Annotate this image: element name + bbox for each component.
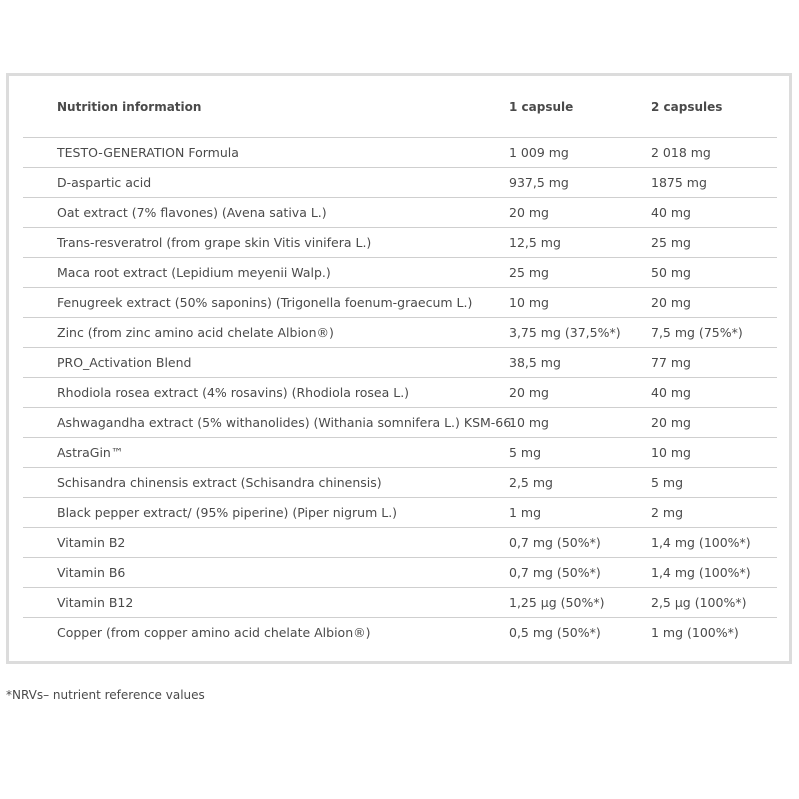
two-capsules-cell: 2,5 µg (100%*) (651, 595, 747, 610)
one-capsule-cell: 0,5 mg (50%*) (509, 625, 601, 640)
one-capsule-cell: 937,5 mg (509, 175, 569, 190)
two-capsules-cell: 25 mg (651, 235, 691, 250)
two-capsules-cell: 50 mg (651, 265, 691, 280)
table-row (23, 198, 777, 228)
table-row (23, 528, 777, 558)
table-row (23, 318, 777, 348)
two-capsules-cell: 77 mg (651, 355, 691, 370)
nutrition-table (6, 73, 792, 664)
ingredient-cell: AstraGin™ (57, 445, 124, 460)
header-1-capsule: 1 capsule (509, 100, 574, 114)
ingredient-cell: Fenugreek extract (50% saponins) (Trigonella foenum-graecum L.) (57, 295, 473, 310)
one-capsule-cell: 20 mg (509, 385, 549, 400)
table-row (23, 438, 777, 468)
one-capsule-cell: 0,7 mg (50%*) (509, 565, 601, 580)
two-capsules-cell: 2 mg (651, 505, 684, 520)
ingredient-cell: Copper (from copper amino acid chelate Albion®) (57, 625, 371, 640)
header-2-capsules: 2 capsules (651, 100, 723, 114)
one-capsule-cell: 10 mg (509, 295, 549, 310)
one-capsule-cell: 1,25 µg (50%*) (509, 595, 605, 610)
table-row (23, 468, 777, 498)
one-capsule-cell: 1 mg (509, 505, 542, 520)
ingredient-cell: PRO_Activation Blend (57, 355, 192, 370)
two-capsules-cell: 10 mg (651, 445, 691, 460)
one-capsule-cell: 10 mg (509, 415, 549, 430)
one-capsule-cell: 1 009 mg (509, 145, 569, 160)
two-capsules-cell: 1 mg (100%*) (651, 625, 739, 640)
ingredient-cell: Black pepper extract/ (95% piperine) (Piper nigrum L.) (57, 505, 398, 520)
one-capsule-cell: 12,5 mg (509, 235, 561, 250)
ingredient-cell: Maca root extract (Lepidium meyenii Walp.) (57, 265, 331, 280)
one-capsule-cell: 25 mg (509, 265, 549, 280)
two-capsules-cell: 1875 mg (651, 175, 707, 190)
ingredient-cell: D-aspartic acid (57, 175, 152, 190)
ingredient-cell: Oat extract (7% flavones) (Avena sativa L.) (57, 205, 327, 220)
ingredient-cell: Vitamin B2 (57, 535, 126, 550)
one-capsule-cell: 3,75 mg (37,5%*) (509, 325, 621, 340)
two-capsules-cell: 20 mg (651, 295, 691, 310)
table-row (23, 408, 777, 438)
two-capsules-cell: 40 mg (651, 385, 691, 400)
ingredient-cell: Ashwagandha extract (5% withanolides) (Withania somnifera L.) KSM-66 (57, 415, 512, 430)
table-row (23, 168, 777, 198)
table-row (23, 228, 777, 258)
two-capsules-cell: 20 mg (651, 415, 691, 430)
ingredient-cell: Vitamin B12 (57, 595, 134, 610)
two-capsules-cell: 5 mg (651, 475, 684, 490)
table-row (23, 288, 777, 318)
two-capsules-cell: 7,5 mg (75%*) (651, 325, 743, 340)
table-row (23, 618, 777, 647)
one-capsule-cell: 20 mg (509, 205, 549, 220)
one-capsule-cell: 0,7 mg (50%*) (509, 535, 601, 550)
two-capsules-cell: 40 mg (651, 205, 691, 220)
two-capsules-cell: 2 018 mg (651, 145, 711, 160)
two-capsules-cell: 1,4 mg (100%*) (651, 535, 751, 550)
ingredient-cell: Vitamin B6 (57, 565, 126, 580)
one-capsule-cell: 38,5 mg (509, 355, 561, 370)
table-header (23, 76, 777, 138)
table-row (23, 378, 777, 408)
table-body (23, 138, 777, 647)
header-nutrition-information: Nutrition information (57, 100, 202, 114)
ingredient-cell: Trans-resveratrol (from grape skin Vitis vinifera L.) (57, 235, 372, 250)
table-row (23, 138, 777, 168)
one-capsule-cell: 2,5 mg (509, 475, 553, 490)
table-row (23, 558, 777, 588)
ingredient-cell: Rhodiola rosea extract (4% rosavins) (Rhodiola rosea L.) (57, 385, 410, 400)
ingredient-cell: Zinc (from zinc amino acid chelate Albion®) (57, 325, 334, 340)
table-row (23, 588, 777, 618)
ingredient-cell: TESTO-GENERATION Formula (57, 145, 239, 160)
table-row (23, 498, 777, 528)
table-row (23, 258, 777, 288)
ingredient-cell: Schisandra chinensis extract (Schisandra chinensis) (57, 475, 382, 490)
one-capsule-cell: 5 mg (509, 445, 542, 460)
table-row (23, 348, 777, 378)
footnote: *NRVs– nutrient reference values (6, 688, 205, 702)
two-capsules-cell: 1,4 mg (100%*) (651, 565, 751, 580)
